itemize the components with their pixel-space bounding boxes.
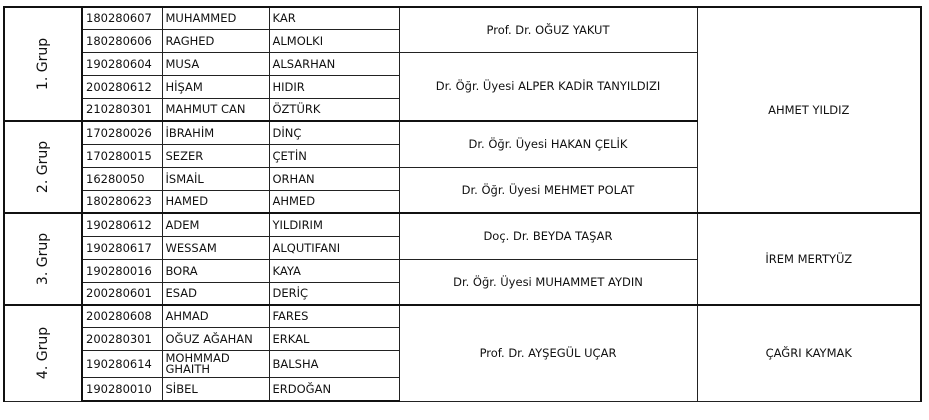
student-row xyxy=(4,305,921,327)
student-id: 16280050 xyxy=(82,167,162,190)
student-surname: ERKAL xyxy=(269,327,399,350)
student-name: ADEM xyxy=(162,213,269,236)
lecturer-name: Dr. Öğr. Üyesi ALPER KADİR TANYILDIZI xyxy=(399,52,697,121)
student-name: MUHAMMED xyxy=(162,7,269,29)
student-surname: ÇETİN xyxy=(269,144,399,167)
student-surname: ÖZTÜRK xyxy=(269,98,399,121)
student-surname: ALSARHAN xyxy=(269,52,399,75)
student-name: İBRAHİM xyxy=(162,121,269,144)
lecturer-name: Dr. Öğr. Üyesi MEHMET POLAT xyxy=(399,167,697,213)
student-surname: YILDIRIM xyxy=(269,213,399,236)
student-id: 180280606 xyxy=(82,29,162,52)
group-label-cell xyxy=(4,305,82,401)
student-surname: ALMOLKI xyxy=(269,29,399,52)
student-name: AHMAD xyxy=(162,305,269,327)
student-id: 200280301 xyxy=(82,327,162,350)
table-body xyxy=(4,7,921,401)
student-id: 200280608 xyxy=(82,305,162,327)
group-label-cell xyxy=(4,213,82,305)
group-assignment-table xyxy=(3,6,922,402)
student-id: 190280612 xyxy=(82,213,162,236)
student-name: SİBEL xyxy=(162,377,269,401)
group-label: 4. Grup xyxy=(35,327,51,380)
student-id: 190280614 xyxy=(82,350,162,377)
student-name: WESSAM xyxy=(162,236,269,259)
student-name: HİŞAM xyxy=(162,75,269,98)
student-name: ESAD xyxy=(162,282,269,305)
student-surname: FARES xyxy=(269,305,399,327)
student-name: MUSA xyxy=(162,52,269,75)
lecturer-name: Dr. Öğr. Üyesi HAKAN ÇELİK xyxy=(399,121,697,167)
student-id: 190280010 xyxy=(82,377,162,401)
student-name: SEZER xyxy=(162,144,269,167)
student-surname: ERDOĞAN xyxy=(269,377,399,401)
student-id: 200280601 xyxy=(82,282,162,305)
assistant-name: AHMET YILDIZ xyxy=(697,7,921,213)
student-surname: BALSHA xyxy=(269,350,399,377)
student-id: 210280301 xyxy=(82,98,162,121)
group-label: 1. Grup xyxy=(35,37,51,91)
student-surname: HIDIR xyxy=(269,75,399,98)
lecturer-name: Prof. Dr. AYŞEGÜL UÇAR xyxy=(399,305,697,401)
student-name: OĞUZ AĞAHAN xyxy=(162,327,269,350)
student-name: İSMAİL xyxy=(162,167,269,190)
student-surname: AHMED xyxy=(269,190,399,213)
student-id: 190280016 xyxy=(82,259,162,282)
student-surname: ORHAN xyxy=(269,167,399,190)
group-label-cell xyxy=(4,121,82,213)
student-id: 190280617 xyxy=(82,236,162,259)
student-surname: KAR xyxy=(269,7,399,29)
student-row xyxy=(4,7,921,29)
student-id: 180280623 xyxy=(82,190,162,213)
lecturer-name: Dr. Öğr. Üyesi MUHAMMET AYDIN xyxy=(399,259,697,305)
student-id: 180280607 xyxy=(82,7,162,29)
student-surname: KAYA xyxy=(269,259,399,282)
student-row xyxy=(4,213,921,236)
student-id: 190280604 xyxy=(82,52,162,75)
student-name: HAMED xyxy=(162,190,269,213)
group-label-cell xyxy=(4,7,82,121)
student-name: BORA xyxy=(162,259,269,282)
group-label: 2. Grup xyxy=(35,140,51,194)
student-name: MAHMUT CAN xyxy=(162,98,269,121)
student-surname: DERİÇ xyxy=(269,282,399,305)
assistant-name: ÇAĞRI KAYMAK xyxy=(697,305,921,401)
student-id: 200280612 xyxy=(82,75,162,98)
student-name: RAGHED xyxy=(162,29,269,52)
student-name: MOHMMAD GHAITH xyxy=(162,350,269,377)
group-label: 3. Grup xyxy=(35,232,51,286)
student-surname: ALQUTIFANI xyxy=(269,236,399,259)
student-id: 170280026 xyxy=(82,121,162,144)
student-surname: DİNÇ xyxy=(269,121,399,144)
assistant-name: İREM MERTYÜZ xyxy=(697,213,921,305)
group-assignment-table-container xyxy=(3,6,920,402)
lecturer-name: Prof. Dr. OĞUZ YAKUT xyxy=(399,7,697,52)
student-id: 170280015 xyxy=(82,144,162,167)
lecturer-name: Doç. Dr. BEYDA TAŞAR xyxy=(399,213,697,259)
